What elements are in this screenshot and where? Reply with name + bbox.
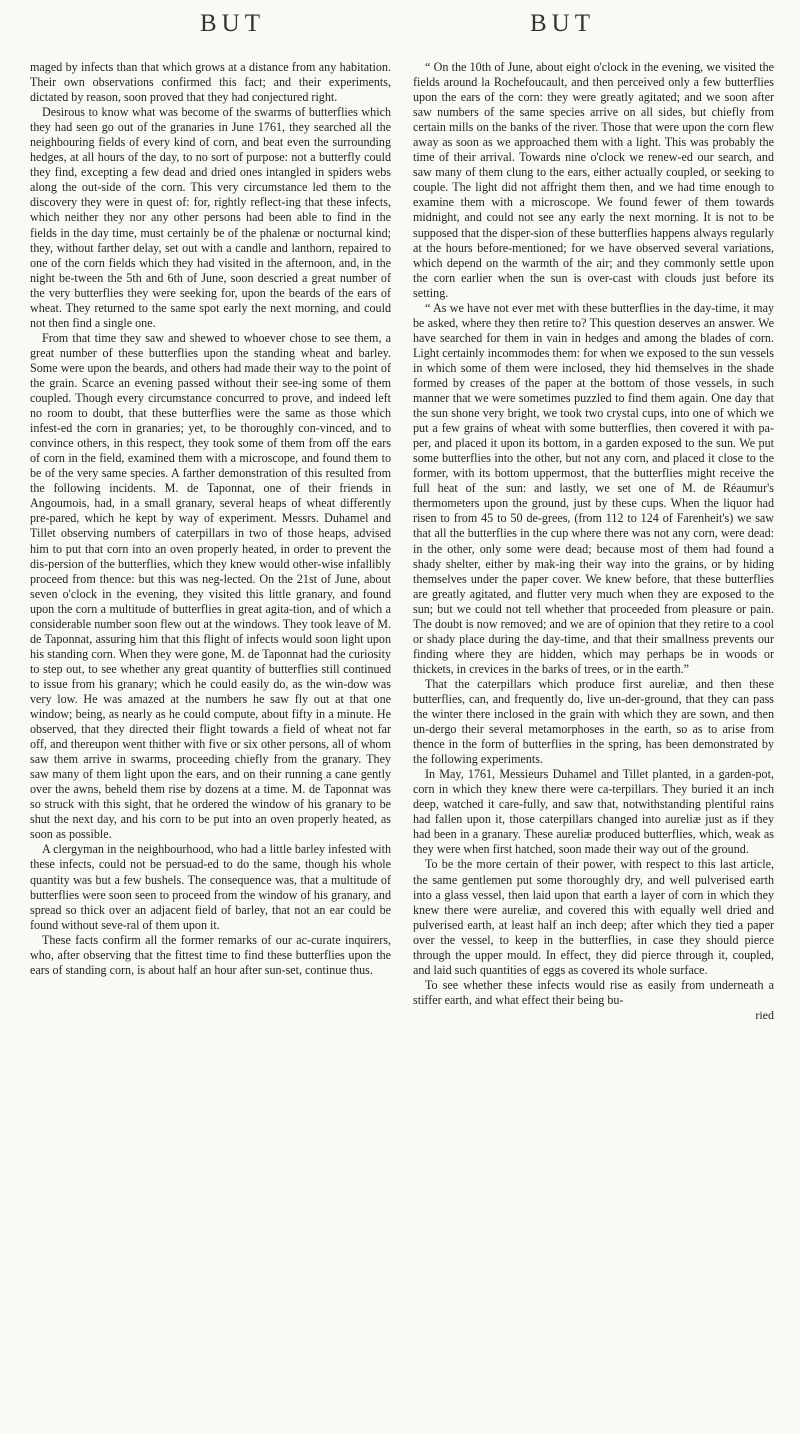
paragraph: “ On the 10th of June, about eight o'clock in the evening, we visited the fields around la Rochefoucault, and then perceived only a few butterflies upon the ears of the corn: they were greatly agitated; and we soon after saw numbers of the same species arrive on all sides, but chiefly from certain mills on the banks of the river. Those that were upon the corn flew away as soon as we approached them with a light. This was probably the time of their arrival. Towards nine o'clock we renew-ed our search, and saw many of them clung to the ears, either actually coupled, or seeking to couple. The light did not affright them then, and we had time enough to examine them with a microscope. We found fewer of them towards midnight, and could not see any early the next morning. It is not to be supposed that the disper-sion of these butterflies happens always regularly at the hours before-mentioned; for we have observed several variations, which depend on the warmth of the air; and they commonly settle upon the corn earlier when the sun is over-cast with clouds just before its setting.: [413, 60, 774, 300]
paragraph: maged by infects than that which grows at a distance from any habitation. Their own observations confirmed this fact; and their experiments, dictated by reason, soon proved that they had conjectured right.: [30, 60, 391, 105]
running-head-right: BUT: [530, 10, 595, 37]
catchword: ried: [755, 1007, 774, 1022]
paragraph: To be the more certain of their power, with respect to this last article, the same gentlemen put some thoroughly dry, and well pulverised earth into a glass vessel, then laid upon that earth a layer of corn in which they knew there were aureliæ, and covered this with equally well dried and pulverised earth, at least half an inch deep; after which they tied a paper over the vessel, to keep in the butterflies, in case they should pierce through the upper mould. In effect, they did pierce through it, coupled, and laid such quantities of eggs as covered its whole surface.: [413, 857, 774, 977]
right-column: [413, 60, 774, 1023]
paragraph: To see whether these infects would rise as easily from underneath a stiffer earth, and what effect their being bu-: [413, 977, 774, 1007]
paragraph: A clergyman in the neighbourhood, who had a little barley infested with these infects, could not be persuad-ed to do the same, though his whole quantity was but a few bushels. The consequence was, that a multitude of butterflies were soon seen to proceed from the window of his granary, and spread so thick over an adjacent field of barley, that not an ear could be found without seve-ral of them upon it.: [30, 842, 391, 932]
paragraph: In May, 1761, Messieurs Duhamel and Tillet planted, in a garden-pot, corn in which they knew there were ca-terpillars. They buried it an inch deep, watched it care-fully, and saw that, notwithstanding plentiful rains had fallen upon it, those caterpillars changed into aureliæ just as if they had been in a granary. These aureliæ produced butterflies, which, weak as they were when first hatched, soon made their way out of the ground.: [413, 767, 774, 857]
paragraph: “ As we have not ever met with these butterflies in the day-time, it may be asked, where they then retire to? This question deserves an answer. We have searched for them in vain in hedges and among the blades of corn. Light certainly incommodes them: for when we exposed to the sun vessels in which some of them were inclosed, they hid themselves in the shade formed by creases of the paper at the bottom of those vessels, in such manner that we were sometimes puzzled to find them again. One day that the sun shone very bright, we took two crystal cups, into one of which we put a few grains of wheat with some butterflies, then covered it with pa-per, and placed it upon its bottom, in a garden exposed to the sun. We put some butterflies into the other, but not any corn, and placed it close to the former, with its bottom uppermost, that the butterflies might receive the full heat of the sun: and lastly, we set one of M. de Réaumur's thermometers upon the ground, just by these cups. When the liquor had risen to from 45 to 50 de-grees, (from 112 to 124 of Farenheit's) we saw that all the butterflies in the cup where there was not any corn, were dead: in the other, only some were dead; because most of them had found a shady shelter, either by mak-ing their way into the grains, or by hiding themselves under the paper cover. We knew before, that these butterflies are greatly agitated, and flutter very much when they are exposed to the sun; but we could not tell whether that proceeded from pleasure or pain. The doubt is now removed; and we are of opinion that they retire to a cool or shady place during the day-time, and that their smallness prevents our finding where they are hidden, which may perhaps be in woods or thickets, in crevices in the barks of trees, or in the earth.”: [413, 300, 774, 676]
text-columns: [30, 60, 774, 1023]
paragraph: From that time they saw and shewed to whoever chose to see them, a great number of these butterflies upon the standing wheat and barley. Some were upon the beards, and others had made their way to the point of the grain. Scarce an evening passed without their see-ing some of them coupled. Though every circumstance concurred to prove, and indeed left no room to doubt, that these butterflies were the same as those which infest-ed the corn in granaries; yet, to be thoroughly con-vinced, and to convince others, in this respect, they took some of them from off the ears of corn in the field, examined them with a microscope, and found them to be of the very same species. A farther demonstration of this resulted from the following incidents. M. de Taponnat, one of their friends in Angoumois, had, in a small granary, several heaps of wheat differently pre-pared, which he kept by way of experiment. Messrs. Duhamel and Tillet observing numbers of caterpillars in two of those heaps, advised him to put that corn into an oven properly heated, in order to prevent the dis-persion of the butterflies, which they knew would other-wise infallibly proceed from thence: but this was neg-lected. On the 21st of June, about seven o'clock in the evening, they visited this little granary, and found upon the corn a multitude of butterflies in great agita-tion, and of which a considerable number soon flew out at the windows. They took leave of M. de Taponnat, assuring him that this flight of infects would soon light upon his standing corn. When they were gone, M. de Taponnat had the curiosity to step out, to see whether any great quantity of butterflies still continued to issue from his granary; which he could easily do, as the win-dow was very low. He was amazed at the numbers he saw fly out at that one window; being, as nearly as he could compute, about fifty in a minute. He observed, that they directed their flight towards a field of wheat not far off, and thereupon went thither with five or six other persons, all of whom saw them arrive in swarms, proceeding chiefly from the granary. They saw many of them light upon the ears, and on their running a cane gently over the awns, beheld them rise by dozens at a time. M. de Taponnat was so struck with this sight, that he ordered the window of his granary to be shut the next day, and his corn to be put into an oven properly heated, as soon as possible.: [30, 330, 391, 842]
running-head: [0, 10, 800, 46]
paragraph: Desirous to know what was become of the swarms of butterflies which they had seen go out of the granaries in June 1761, they searched all the neighbouring fields of every kind of corn, and beat even the surrounding hedges, at all hours of the day, to no sort of purpose: not a butterfly could they find, excepting a few dead and dried ones intangled in spiders webs along the out-side of the corn. This very circumstance led them to the discovery they were in quest of: for, rightly reflect-ing that these infects, which neither they nor any other persons had been able to find in the fields in the day time, must certainly be of the phalenæ or nocturnal kind; they, without farther delay, set out with a candle and lanthorn, repaired to one of the corn fields which they had visited in the afternoon, and, in the night be-tween the 5th and 6th of June, soon descried a great number of the very butterflies they were seeking for, upon the beards of the ears of wheat. They returned to the same spot early the next morning, and could not then find a single one.: [30, 105, 391, 330]
left-column: [30, 60, 391, 1023]
paragraph: That the caterpillars which produce first aureliæ, and then these butterflies, can, and frequently do, live un-der-ground, that they can pass the winter there inclosed in the grain with which they are sown, and then un-dergo their several metamorphoses in the earth, so as to arise from thence in the form of butterflies in the spring, has been demonstrated by the following experiments.: [413, 676, 774, 767]
paragraph: These facts confirm all the former remarks of our ac-curate inquirers, who, after observing that the fittest time to find these butterflies upon the ears of standing corn, is about half an hour after sun-set, continue thus.: [30, 932, 391, 977]
running-head-left: BUT: [200, 10, 265, 37]
